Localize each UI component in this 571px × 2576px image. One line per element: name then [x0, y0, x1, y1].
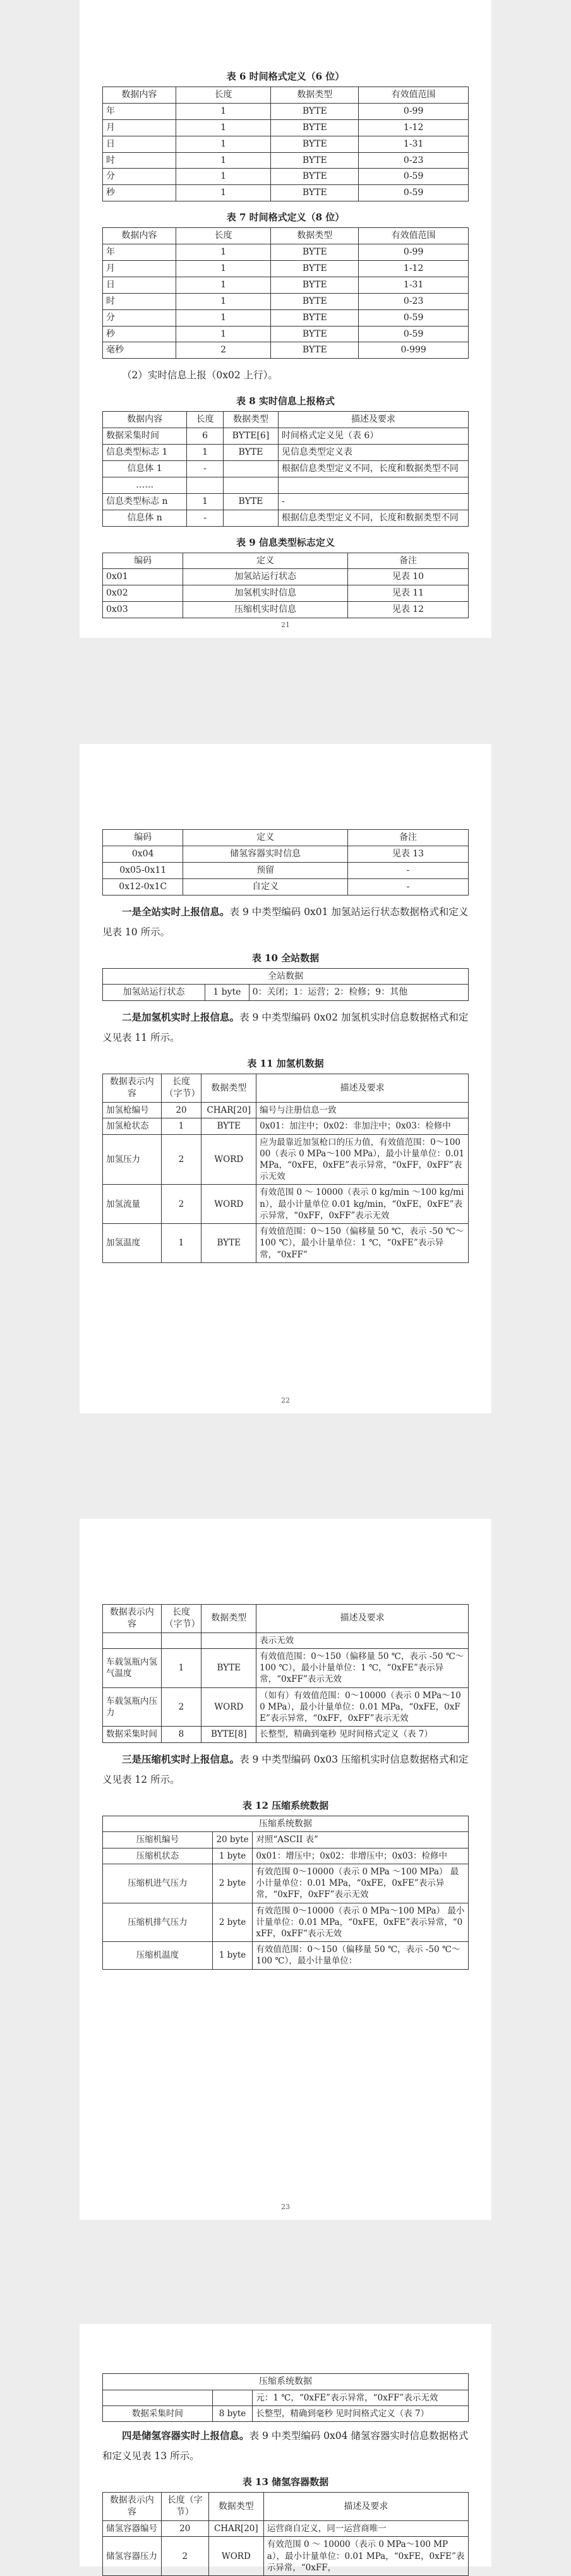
table-cell: BYTE — [271, 152, 359, 169]
table-cell: 有效范围 0 ～ 10000（表示 0 MPa～100 MPa），最小计量单位：0.01 MPa，“0xFE，0xFE”表示异常，“0xFF， — [263, 2537, 468, 2576]
table-cell: 1 byte — [212, 1848, 253, 1864]
table7 — [102, 227, 469, 359]
page-22 — [80, 744, 491, 1413]
table-header: 长度（字节） — [161, 2493, 208, 2521]
table-row — [103, 1727, 469, 1742]
table-cell: 储氢容器实时信息 — [183, 846, 348, 862]
paragraph-bold: 三是压缩机实时上报信息。 — [122, 1752, 240, 1765]
table-header: 数据内容 — [103, 228, 176, 244]
table-header: 定义 — [183, 830, 348, 846]
table-cell: BYTE — [224, 445, 279, 461]
table-cell: BYTE — [201, 1118, 256, 1134]
table-cell: 分 — [103, 309, 176, 326]
table-cell: 压缩机编号 — [103, 1832, 213, 1848]
table-cell: BYTE — [271, 119, 359, 136]
table-cell: 2 byte — [212, 1864, 253, 1903]
table-header: 数据类型 — [224, 412, 279, 428]
table-cell: 有效值范围：0～150（偏移量 50 ℃，表示 -50 ℃～100 ℃），最小计量单位： — [253, 1942, 469, 1969]
table-cell — [224, 477, 279, 493]
table-header-row — [103, 2493, 469, 2521]
table-header-row — [103, 228, 469, 244]
table-header: 描述及要求 — [256, 1074, 469, 1103]
table-row — [103, 846, 469, 862]
table-cell: 根据信息类型定义不同，长度和数据类型不同 — [278, 461, 468, 477]
table10-caption: 表 10 全站数据 — [251, 952, 320, 964]
table-cell: 0-99 — [359, 244, 469, 261]
table-row — [103, 1848, 469, 1864]
table-row — [103, 1864, 469, 1903]
table-row — [103, 1185, 469, 1224]
table-cell: 数据采集时间 — [103, 1727, 162, 1742]
table-header: 数据类型 — [201, 1074, 256, 1103]
table-cell: 20 byte — [212, 1832, 253, 1848]
table11-continued — [102, 1604, 469, 1743]
table-row — [103, 152, 469, 169]
table-row — [103, 2537, 469, 2576]
table-header: 长度（字节） — [161, 1605, 201, 1633]
table-cell: CHAR[20] — [208, 2521, 263, 2537]
table-row — [103, 1118, 469, 1134]
table-cell: 1-12 — [359, 119, 469, 136]
table-row — [103, 1632, 469, 1648]
table-row — [103, 293, 469, 309]
table-cell: 信息类型标志 n — [103, 493, 187, 510]
table-cell: 根据信息类型定义不同，长度和数据类型不同 — [278, 510, 468, 526]
table-cell: 加氢流量 — [103, 1185, 162, 1224]
table-cell: 加氢枪状态 — [103, 1118, 162, 1134]
table-cell: 见表 13 — [347, 846, 468, 862]
table-header: 数据表示内容 — [103, 2493, 162, 2521]
table-cell: 时间格式定义见（表 6） — [278, 428, 468, 445]
table-cell: 加氢机实时信息 — [183, 585, 348, 602]
table-cell: BYTE[8] — [201, 1727, 256, 1742]
paragraph-text: 表 9 中类型编码 0x04 储氢容器实时信息数据格式和定义见表 13 所示。 — [102, 2430, 469, 2462]
table-row — [103, 326, 469, 342]
table-cell: 数据采集时间 — [103, 2406, 213, 2422]
table-header: 数据类型 — [208, 2493, 263, 2521]
table-cell: 编号与注册信息一致 — [256, 1103, 469, 1118]
table-cell: 20 — [161, 2521, 208, 2537]
table-cell: 长整型，精确到毫秒 见时间格式定义（表 7） — [253, 2406, 469, 2422]
table-cell: 表示无效 — [256, 1632, 469, 1648]
table-header: 定义 — [183, 553, 348, 569]
table-cell: 加氢枪编号 — [103, 1103, 162, 1118]
table-cell: - — [347, 862, 468, 878]
table-cell — [224, 510, 279, 526]
table-header: 描述及要求 — [278, 412, 468, 428]
table-row — [103, 309, 469, 326]
table-cell: 1 byte — [212, 1942, 253, 1969]
table-cell: 0x12-0x1C — [103, 878, 183, 895]
table-header-row — [103, 1605, 469, 1633]
table-cell: 2 — [161, 2537, 208, 2576]
table-cell: BYTE — [271, 136, 359, 152]
table-cell: 见信息类型定义表 — [278, 445, 468, 461]
table-cell: 加氢站运行状态 — [103, 985, 205, 1001]
table-row — [103, 261, 469, 277]
table-row — [103, 244, 469, 261]
table-header: 数据表示内容 — [103, 1074, 162, 1103]
table-cell: 自定义 — [183, 878, 348, 895]
table-cell: 年 — [103, 244, 176, 261]
table10 — [102, 968, 469, 1002]
table-cell: 见表 10 — [347, 569, 468, 585]
table-cell: 压缩机进气压力 — [103, 1864, 213, 1903]
table-header: 长度 — [176, 87, 271, 104]
table-cell: 1 — [176, 185, 271, 201]
table-cell: BYTE[6] — [224, 428, 279, 445]
table-header: 有效值范围 — [359, 87, 469, 104]
table-header: 全站数据 — [103, 968, 469, 985]
table-cell: 有效范围 0 ～ 10000（表示 0 kg/min ～100 kg/min），最小计量单位 0.01 kg/min，“0xFE，0xFE”表示异常，“0xFF，0xFF”表示无效 — [256, 1185, 469, 1224]
table-cell: 2 — [161, 1134, 201, 1185]
table-cell: 0-999 — [359, 342, 469, 359]
table-cell: 日 — [103, 277, 176, 293]
table13 — [102, 2492, 469, 2576]
paragraph-station — [102, 902, 469, 942]
table-header: 长度 — [176, 228, 271, 244]
table-cell: 压缩机状态 — [103, 1848, 213, 1864]
table-cell: 0-59 — [359, 326, 469, 342]
table-cell — [278, 477, 468, 493]
table-row — [103, 985, 469, 1001]
table-cell: 2 — [176, 342, 271, 359]
table-cell: 1 — [176, 136, 271, 152]
table-cell: 年 — [103, 103, 176, 119]
table-cell: 0：关闭；1：运营；2：检修；9：其他 — [249, 985, 468, 1001]
table-cell: BYTE — [271, 277, 359, 293]
table-cell: 1 byte — [205, 985, 249, 1001]
table-cell: 1-31 — [359, 136, 469, 152]
table-cell: 有效范围 0～10000（表示 0 MPa ～100 MPa） 最小计量单位：0.01 MPa，“0xFE，0xFE”表示异常，“0xFF，0xFF”表示无效 — [253, 1864, 469, 1903]
table-cell: - — [347, 878, 468, 895]
table-cell: WORD — [201, 1687, 256, 1727]
table-header: 长度 — [187, 412, 224, 428]
table-cell: 0x01：加注中；0x02：非加注中；0x03：检修中 — [256, 1118, 469, 1134]
table-cell: 0-59 — [359, 169, 469, 185]
table-cell: 车载氢瓶内压力 — [103, 1687, 162, 1727]
table-cell: 储氢容器压力 — [103, 2537, 162, 2576]
table-cell: BYTE — [271, 169, 359, 185]
table-cell: 加氢站运行状态 — [183, 569, 348, 585]
table-cell: 0x01 — [103, 569, 183, 585]
table-cell: 1 — [176, 261, 271, 277]
page-number: 23 — [281, 2203, 290, 2211]
table-header-row — [103, 1816, 469, 1832]
table-cell: 压缩机温度 — [103, 1942, 213, 1969]
table-cell: WORD — [201, 1134, 256, 1185]
table-cell: BYTE — [271, 342, 359, 359]
table-header: 备注 — [347, 553, 468, 569]
table-cell: BYTE — [224, 493, 279, 510]
table-row — [103, 878, 469, 895]
table6-caption: 表 6 时间格式定义（6 位） — [226, 71, 345, 82]
table-header: 描述及要求 — [256, 1605, 469, 1633]
table-cell: 分 — [103, 169, 176, 185]
table-cell: 1 — [187, 445, 224, 461]
table-cell: 加氢压力 — [103, 1134, 162, 1185]
table-cell — [103, 2390, 213, 2405]
table-cell: 0-59 — [359, 185, 469, 201]
table-cell: 信息体 1 — [103, 461, 187, 477]
table-cell: 0-23 — [359, 293, 469, 309]
table6 — [102, 87, 469, 201]
table-row — [103, 119, 469, 136]
table-cell: 日 — [103, 136, 176, 152]
table-cell: 0x01：增压中；0x02：非增压中；0x03：检修中 — [253, 1848, 469, 1864]
table-cell: BYTE — [271, 103, 359, 119]
table-cell: 0-59 — [359, 309, 469, 326]
table-cell: 时 — [103, 152, 176, 169]
table-cell: 1 — [176, 169, 271, 185]
table-cell — [201, 1632, 256, 1648]
table9-caption: 表 9 信息类型标志定义 — [236, 536, 335, 548]
page-number: 22 — [281, 1396, 290, 1405]
table-cell: BYTE — [201, 1224, 256, 1263]
table-cell: 1 — [161, 1224, 201, 1263]
page-number: 21 — [281, 621, 290, 629]
table13-caption: 表 13 储氢容器数据 — [242, 2476, 329, 2488]
table-header-row — [103, 412, 469, 428]
page-24 — [80, 2324, 491, 2573]
table-header: 备注 — [347, 830, 468, 846]
paragraph-compressor — [102, 1749, 469, 1790]
table-cell: 月 — [103, 261, 176, 277]
table-header: 数据类型 — [201, 1605, 256, 1633]
table-cell: 元：1 ℃，“0xFE”表示异常，“0xFF”表示无效 — [253, 2390, 469, 2405]
table-row — [103, 2406, 469, 2422]
table-cell: 信息体 n — [103, 510, 187, 526]
table-cell: 1-31 — [359, 277, 469, 293]
table-cell: 见表 12 — [347, 602, 468, 618]
table-header: 数据内容 — [103, 87, 176, 104]
table-cell: 月 — [103, 119, 176, 136]
table-cell: BYTE — [201, 1649, 256, 1688]
table-cell: 0-23 — [359, 152, 469, 169]
table-cell: WORD — [208, 2537, 263, 2576]
table-row — [103, 169, 469, 185]
table-cell: BYTE — [271, 244, 359, 261]
table-cell: - — [187, 461, 224, 477]
table-header: 压缩系统数据 — [103, 2374, 469, 2390]
table-cell — [103, 1632, 162, 1648]
table-cell: WORD — [201, 1185, 256, 1224]
table9 — [102, 553, 469, 619]
table11 — [102, 1074, 469, 1262]
table-cell: 2 — [161, 1687, 201, 1727]
table-cell: （如有）有效值范围：0～10000（表示 0 MPa～100 MPa），最小计量单位：0.01 MPa，“0xFE，0xFE”表示异常，“0xFF，0xFF”表示无效 — [256, 1687, 469, 1727]
table-cell: 6 — [187, 428, 224, 445]
paragraph-bold: 一是全站实时上报信息。 — [122, 905, 230, 918]
table-header: 长度（字节） — [161, 1074, 201, 1103]
table-cell: 2 — [161, 1185, 201, 1224]
table-cell — [224, 461, 279, 477]
table-header: 编码 — [103, 553, 183, 569]
table-cell: 1 — [176, 277, 271, 293]
table-row — [103, 1903, 469, 1942]
table-cell — [187, 477, 224, 493]
table-cell: 时 — [103, 293, 176, 309]
table-cell — [161, 1632, 201, 1648]
table-header-row — [103, 1074, 469, 1103]
table-cell: 数据采集时间 — [103, 428, 187, 445]
table-cell: 加氢温度 — [103, 1224, 162, 1263]
table-header: 数据类型 — [271, 87, 359, 104]
table-row — [103, 1687, 469, 1727]
table-header-row — [103, 2374, 469, 2390]
table-row — [103, 2521, 469, 2537]
table-row — [103, 445, 469, 461]
table-header: 描述及要求 — [263, 2493, 468, 2521]
table-cell: 长整型，精确到毫秒 见时间格式定义（表 7） — [256, 1727, 469, 1742]
table-row — [103, 2390, 469, 2405]
table-cell: 对照“ASCII 表” — [253, 1832, 469, 1848]
table-header: 数据类型 — [271, 228, 359, 244]
table-cell: 0x03 — [103, 602, 183, 618]
table-cell: 信息类型标志 1 — [103, 445, 187, 461]
paragraph-storage — [102, 2426, 469, 2466]
table-cell: 20 — [161, 1103, 201, 1118]
table-cell: 1 — [176, 309, 271, 326]
table-row — [103, 602, 469, 618]
table-cell: 储氢容器编号 — [103, 2521, 162, 2537]
table-row — [103, 862, 469, 878]
table-cell: 1 — [176, 244, 271, 261]
table-cell: 应为最靠近加氢枪口的压力值，有效值范围：0～10000（表示 0 MPa～100 MPa），最小计量单位：0.01 MPa，“0xFE，0xFE”表示异常，“0xFF，0xFF”表示无效 — [256, 1134, 469, 1185]
table-cell: 1 — [161, 1649, 201, 1688]
table-cell: 车载氢瓶内氢气温度 — [103, 1649, 162, 1688]
table-cell — [212, 2390, 253, 2405]
table-row — [103, 461, 469, 477]
table-cell: BYTE — [271, 326, 359, 342]
table-cell: CHAR[20] — [201, 1103, 256, 1118]
table-header: 数据表示内容 — [103, 1605, 162, 1633]
table-cell: 1 — [176, 119, 271, 136]
table12-caption: 表 12 压缩系统数据 — [242, 1799, 329, 1811]
table-cell: 有效范围 0～10000（表示 0 MPa～100 MPa） 最小计量单位：0.01 MPa，“0xFE，0xFE”表示异常，“0xFF，0xFF”表示无效 — [253, 1903, 469, 1942]
page-23 — [80, 1519, 491, 2220]
table-cell: 秒 — [103, 185, 176, 201]
table-cell: 1 — [187, 493, 224, 510]
table-row — [103, 477, 469, 493]
table-cell: 毫秒 — [103, 342, 176, 359]
paragraph-bold: 二是加氢机实时上报信息。 — [122, 1011, 240, 1024]
table-row — [103, 1832, 469, 1848]
paragraph-realtime-report: （2）实时信息上报（0x02 上行）。 — [122, 369, 278, 381]
table-cell: 1-12 — [359, 261, 469, 277]
table-cell: 0x02 — [103, 585, 183, 602]
table-cell: 有效值范围：0～150（偏移量 50 ℃，表示 -50 ℃～100 ℃），最小计量单位：1 ℃，“0xFE”表示异常，“0xFF” — [256, 1224, 469, 1263]
table-header: 数据内容 — [103, 412, 187, 428]
table-cell: BYTE — [271, 261, 359, 277]
table-row — [103, 103, 469, 119]
table9-continued — [102, 829, 469, 896]
table-row — [103, 136, 469, 152]
table-row — [103, 493, 469, 510]
table-row — [103, 342, 469, 359]
table-row — [103, 428, 469, 445]
table-cell: 预留 — [183, 862, 348, 878]
table8 — [102, 411, 469, 526]
table-row — [103, 1134, 469, 1185]
table-cell: BYTE — [271, 293, 359, 309]
table-row — [103, 1224, 469, 1263]
table11-caption: 表 11 加氢机数据 — [247, 1058, 324, 1070]
table-cell: 1 — [161, 1118, 201, 1134]
table-cell: 有效值范围：0～150（偏移量 50 ℃，表示 -50 ℃～100 ℃），最小计量单位：1 ℃，“0xFE”表示异常，“0xFF”表示无效 — [256, 1649, 469, 1688]
table-cell: 压缩机实时信息 — [183, 602, 348, 618]
table12 — [102, 1816, 469, 1970]
paragraph-text: 表 9 中类型编码 0x03 压缩机实时信息数据格式和定义见表 12 所示。 — [102, 1753, 469, 1785]
table8-caption: 表 8 实时信息上报格式 — [236, 395, 335, 407]
table-header: 有效值范围 — [359, 228, 469, 244]
page-21 — [80, 0, 491, 638]
table-cell: 见表 11 — [347, 585, 468, 602]
table-header-row — [103, 968, 469, 985]
table-cell: 1 — [176, 152, 271, 169]
table-cell: 1 — [176, 103, 271, 119]
table-cell: 2 byte — [212, 1903, 253, 1942]
table-row — [103, 1103, 469, 1118]
table12-continued — [102, 2373, 469, 2422]
paragraph-text: 表 9 中类型编码 0x02 加氢机实时信息数据格式和定义见表 11 所示。 — [102, 1012, 469, 1044]
table-cell: 0x04 — [103, 846, 183, 862]
paragraph-dispenser — [102, 1007, 469, 1048]
table-cell: 0x05-0x11 — [103, 862, 183, 878]
table-cell: BYTE — [271, 309, 359, 326]
table-cell: BYTE — [271, 185, 359, 201]
table-row — [103, 1942, 469, 1969]
table-header-row — [103, 830, 469, 846]
table-cell: 秒 — [103, 326, 176, 342]
table-header-row — [103, 553, 469, 569]
table-cell: - — [278, 493, 468, 510]
table-cell: 0-99 — [359, 103, 469, 119]
table-row — [103, 569, 469, 585]
table-cell: 8 — [161, 1727, 201, 1742]
table-header-row — [103, 87, 469, 104]
table-row — [103, 1649, 469, 1688]
paragraph-bold: 四是储氢容器实时上报信息。 — [122, 2429, 249, 2442]
table7-caption: 表 7 时间格式定义（8 位） — [226, 212, 345, 224]
table-row — [103, 510, 469, 526]
table-cell: 1 — [176, 326, 271, 342]
table-cell: - — [187, 510, 224, 526]
table-cell: …… — [103, 477, 187, 493]
table-row — [103, 277, 469, 293]
table-header: 压缩系统数据 — [103, 1816, 469, 1832]
table-cell: 8 byte — [212, 2406, 253, 2422]
table-row — [103, 185, 469, 201]
table-cell: 1 — [176, 293, 271, 309]
table-header: 编码 — [103, 830, 183, 846]
table-cell: 压缩机排气压力 — [103, 1903, 213, 1942]
table-row — [103, 585, 469, 602]
paragraph-text: 表 9 中类型编码 0x01 加氢站运行状态数据格式和定义见表 10 所示。 — [102, 906, 469, 938]
table-cell: 运营商自定义，同一运营商唯一 — [263, 2521, 468, 2537]
